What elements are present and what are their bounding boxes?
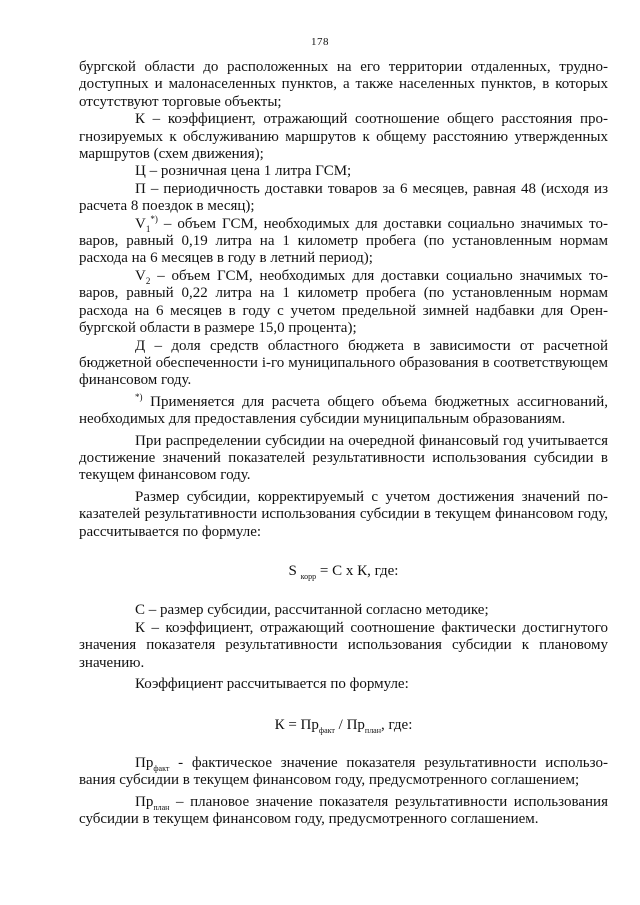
paragraph-coefficient: Коэффициент рассчитывается по формуле: (135, 676, 409, 692)
v1-text: – объем ГСМ, необходимых для доставки социально значимых товаров, равный 0,19 литра на 1 километр пробега (по установленным нормам расхода на 6 месяцев в году в летний период); (79, 215, 608, 267)
definition-k-distance: К – коэффициент, отражающий соотношение общего расстояния прогнозируемых к обслуживанию маршрутов к общему расстоянию утвержденных маршрутов (схем движения); (79, 111, 608, 163)
definition-v1 (79, 213, 608, 268)
formula-k-sub-plan: план (364, 726, 382, 736)
formula-k-mid: / Пр (334, 717, 365, 734)
definition-k-ratio: К – коэффициент, отражающий соотношение фактически достигнутого значения показателя результативности использования субсидии к плановому значению. (79, 619, 608, 671)
formula-k (79, 717, 608, 734)
paragraph-distribution: При распределении субсидии на очередной финансовый год учитывается достижение значений показателей результативности использования субсидии в текущем финансовом году. (79, 432, 608, 484)
formula-k-sub-fact: факт (318, 726, 335, 736)
v2-symbol: V (135, 267, 146, 284)
definition-price: Ц – розничная цена 1 литра ГСМ; (135, 163, 352, 180)
pr-plan-symbol: Пр (135, 793, 154, 810)
v1-symbol: V (135, 215, 146, 232)
footnote-text: Применяется для расчета общего объема бюджетных ассигнований, необходимых для предоставления субсидии муниципальным образованиям. (79, 393, 608, 428)
v2-subscript: 2 (145, 275, 151, 286)
formula-s-corr (79, 563, 608, 580)
formula-s-symbol: S (288, 562, 297, 579)
definition-pr-fact (79, 755, 608, 790)
pr-plan-text: – плановое значение показателя результативности использования субсидии в текущем финансовом году, предусмотренного соглашением. (79, 793, 608, 828)
formula-k-lhs: К = Пр (274, 717, 319, 734)
v1-subscript: 1 (145, 223, 151, 234)
definition-c: С – размер субсидии, рассчитанной согласно методике; (135, 602, 489, 619)
footnote-mark: *) (135, 391, 143, 402)
definition-share: Д – доля средств областного бюджета в зависимости от расчетной бюджетной обеспеченности i-го муниципального образования в соответствующем финансовом году. (79, 337, 608, 389)
pr-fact-text: - фактическое значение показателя результативности использования субсидии в текущем финансовом году, предусмотренного соглашением; (79, 754, 608, 789)
paragraph-adjusted-size: Размер субсидии, корректируемый с учетом достижения значений показателей результативности использования субсидии в текущем финансовом году, рассчитывается по формуле: (79, 488, 608, 540)
definition-frequency: П – периодичность доставки товаров за 6 месяцев, равная 48 (исходя из расчета 8 поездок в месяц); (79, 180, 608, 215)
formula-s-subscript: корр (300, 571, 317, 581)
paragraph-continuation: бургской области до расположенных на его территории отдаленных, труднодоступных и малонаселенных пунктов, а также населенных пунктов, в которых отсутствуют торговые объекты; (79, 59, 608, 110)
v1-footnote-mark: *) (150, 213, 158, 224)
pr-fact-subscript: факт (153, 763, 170, 773)
pr-plan-subscript: план (153, 802, 170, 812)
pr-fact-symbol: Пр (135, 754, 154, 771)
formula-s-rhs: = С х К, где: (316, 562, 399, 579)
footnote (79, 391, 608, 429)
formula-k-end: , где: (381, 717, 413, 734)
v2-text: – объем ГСМ, необходимых для доставки социально значимых товаров, равный 0,22 литра на 1 километр пробега (по установленным нормам расхода на 6 месяцев в году с учетом предельной зимней надбавки для Оренбургской области в размере 15,0 процента); (79, 267, 608, 337)
definition-pr-plan (79, 794, 608, 829)
definition-v2 (79, 268, 608, 338)
document-body (79, 59, 608, 828)
page-number: 178 (311, 36, 329, 48)
